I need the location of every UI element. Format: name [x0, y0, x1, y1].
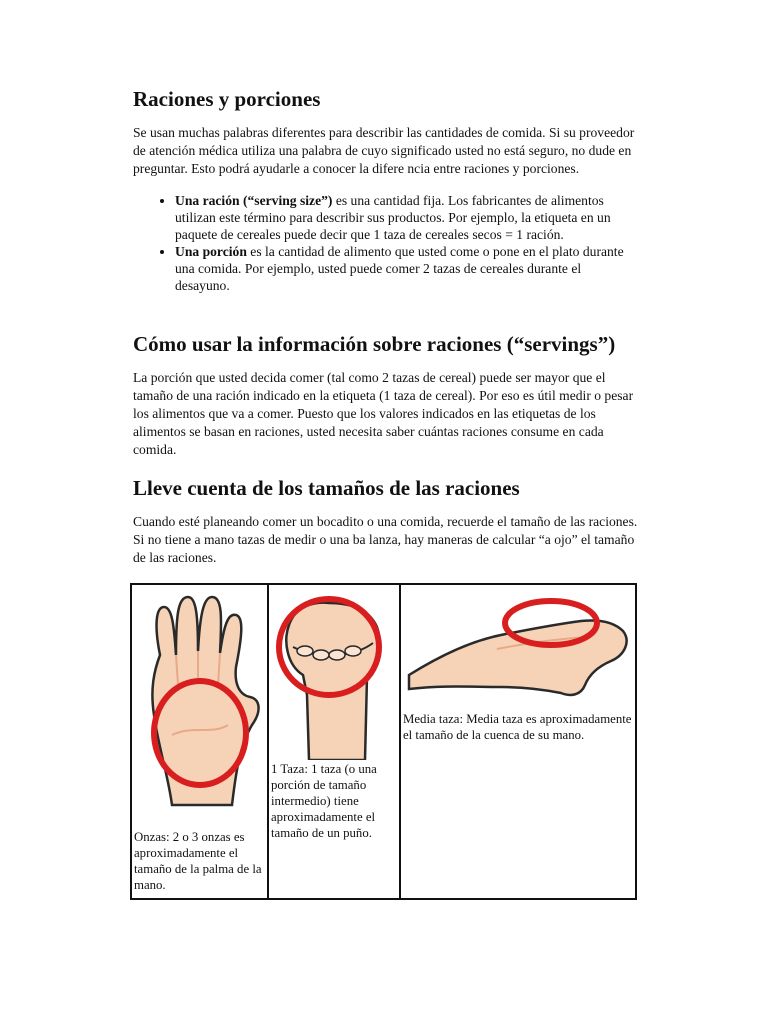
definition-porcion: es la cantidad de alimento que usted come o pone en el plato durante una comida. Por ejemplo, usted puede comer 2 tazas de cereales durante el desayuno. [175, 244, 624, 293]
cupped-caption: Media taza: Media taza es aproximadamente el tamaño de la cuenca de su mano. [403, 712, 632, 742]
tamanos-paragraph: Cuando esté planeando comer un bocadito o una comida, recuerde el tamaño de las raciones. Si no tiene a mano tazas de medir o una ba lanza, hay maneras de calcular “a ojo” el tamaño de las raciones. [133, 514, 638, 565]
list-item [175, 192, 638, 243]
table-cell-fist [269, 585, 401, 898]
fist-icon [269, 585, 399, 760]
palm-caption: Onzas: 2 o 3 onzas es aproximadamente el tamaño de la palma de la mano. [134, 830, 262, 892]
section-tamanos [133, 474, 638, 567]
fist-caption: 1 Taza: 1 taza (o una porción de tamaño intermedio) tiene aproximadamente el tamaño de un puño. [271, 762, 377, 840]
section-raciones [133, 84, 638, 294]
list-item [175, 243, 638, 294]
term-porcion: Una porción [175, 244, 247, 259]
cupped-hand-icon [401, 585, 635, 710]
hand-guide-table [130, 583, 637, 900]
term-racion: Una ración (“serving size”) [175, 193, 333, 208]
table-cell-palm [132, 585, 269, 898]
section-servings [133, 330, 638, 459]
servings-paragraph: La porción que usted decida comer (tal como 2 tazas de cereal) puede ser mayor que el tamaño de una ración indicado en la etiqueta (1 taza de cereal). Por eso es útil medir o pesar los alimentos que va a comer. Puesto que los valores indicados en las etiquetas de los alimentos se basan en raciones, usted necesita saber cuántas raciones consume en cada comida. [133, 370, 634, 457]
open-palm-icon [132, 585, 267, 825]
section-heading: Lleve cuenta de los tamaños de las raciones [133, 476, 520, 500]
table-cell-cupped [401, 585, 635, 898]
definition-racion: es una cantidad fija. Los fabricantes de alimentos utilizan este término para describir sus productos. Por ejemplo, la etiqueta en un paquete de cereales puede decir que 1 taza de cereales secos = 1 ración. [175, 193, 611, 242]
intro-paragraph: Se usan muchas palabras diferentes para describir las cantidades de comida. Si su proveedor de atención médica utiliza una palabra de cuyo significado usted no está seguro, no dude en preguntar. Esto podrá ayudarle a conocer la difere ncia entre raciones y porciones. [133, 125, 635, 176]
definitions-list [133, 192, 638, 294]
page-title: Raciones y porciones [133, 87, 321, 111]
section-heading: Cómo usar la información sobre raciones (“servings”) [133, 332, 616, 356]
